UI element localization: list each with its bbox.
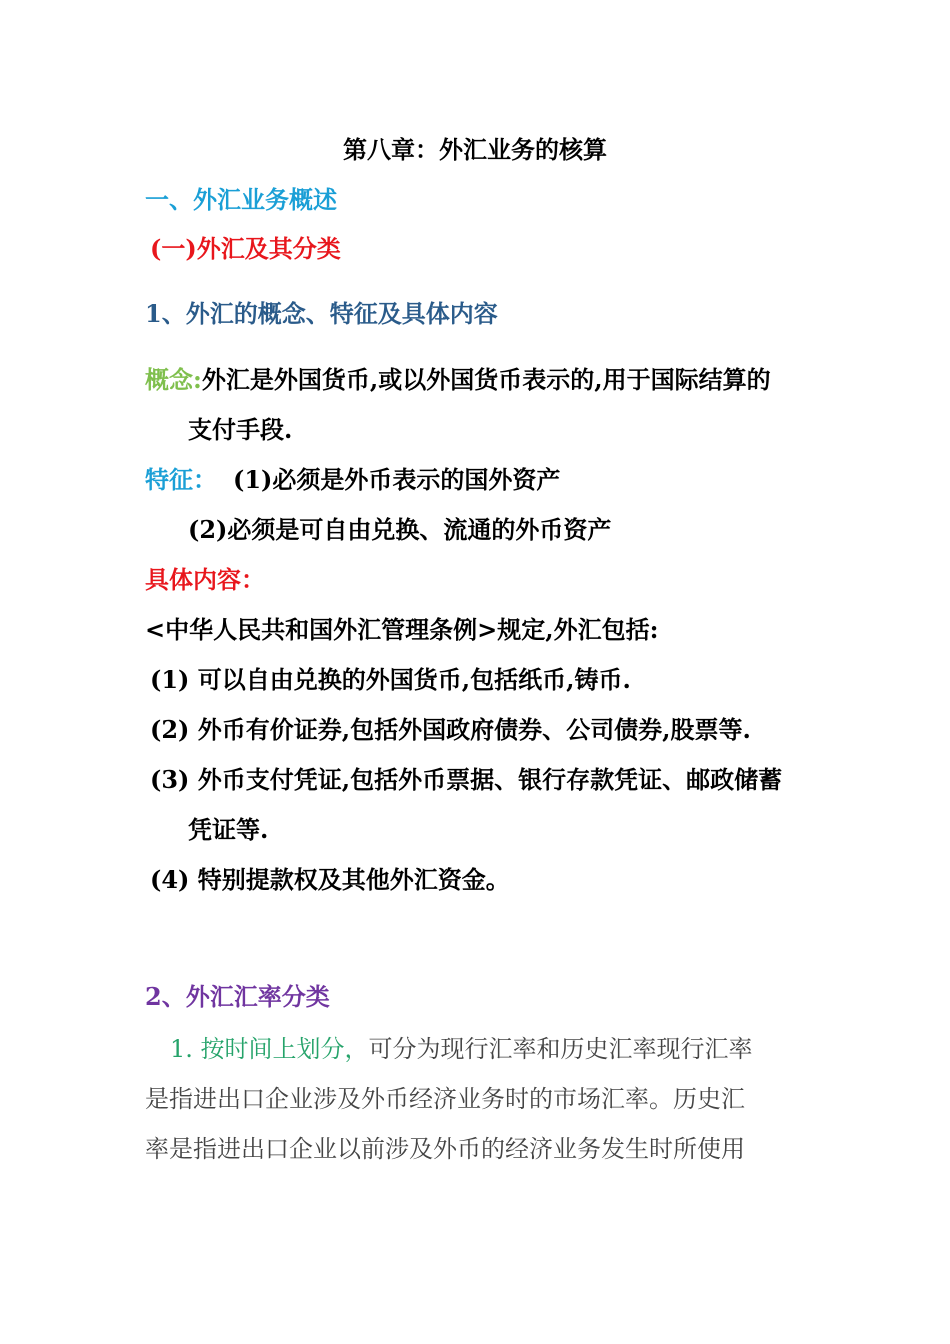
list-item: (1) 可以自由兑换的外国货币,包括纸币,铸币. [150, 665, 631, 694]
concept-text-continued: 支付手段. [188, 415, 293, 444]
rate-paragraph-line3: 率是指进出口企业以前涉及外币的经济业务发生时所使用 [145, 1135, 745, 1163]
concept-text: 外汇是外国货币,或以外国货币表示的,用于国际结算的 [201, 365, 771, 394]
rate-paragraph-line2: 是指进出口企业涉及外币经济业务时的市场汇率。历史汇 [145, 1085, 745, 1113]
list-item: (4) 特别提款权及其他外汇资金。 [150, 865, 510, 894]
item1-heading: 1、外汇的概念、特征及具体内容 [145, 299, 498, 328]
subsection-heading: (一)外汇及其分类 [150, 234, 341, 263]
feature-1: (1)必须是外币表示的国外资产 [233, 465, 561, 494]
rate-paragraph-label: 1. 按时间上划分， [170, 1035, 369, 1063]
list-item: (2) 外币有价证券,包括外国政府债券、公司债券,股票等. [150, 715, 751, 744]
item2-heading: 2、外汇汇率分类 [145, 982, 330, 1011]
regulation-text: <中华人民共和国外汇管理条例>规定,外汇包括: [145, 615, 659, 644]
page-title: 第八章：外汇业务的核算 [343, 135, 607, 164]
section-heading: 一、外汇业务概述 [145, 185, 337, 214]
rate-paragraph-text: 可分为现行汇率和历史汇率现行汇率 [368, 1035, 753, 1063]
rate-paragraph [170, 1033, 753, 1065]
feature-paragraph [145, 464, 560, 496]
list-item-continued: 凭证等. [188, 815, 269, 844]
content-label: 具体内容： [145, 565, 265, 594]
feature-label: 特征： [145, 465, 217, 494]
feature-2: (2)必须是可自由兑换、流通的外币资产 [188, 515, 612, 544]
list-item: (3) 外币支付凭证,包括外币票据、银行存款凭证、邮政储蓄 [150, 765, 783, 794]
concept-label: 概念: [145, 365, 202, 394]
concept-paragraph [145, 364, 771, 396]
